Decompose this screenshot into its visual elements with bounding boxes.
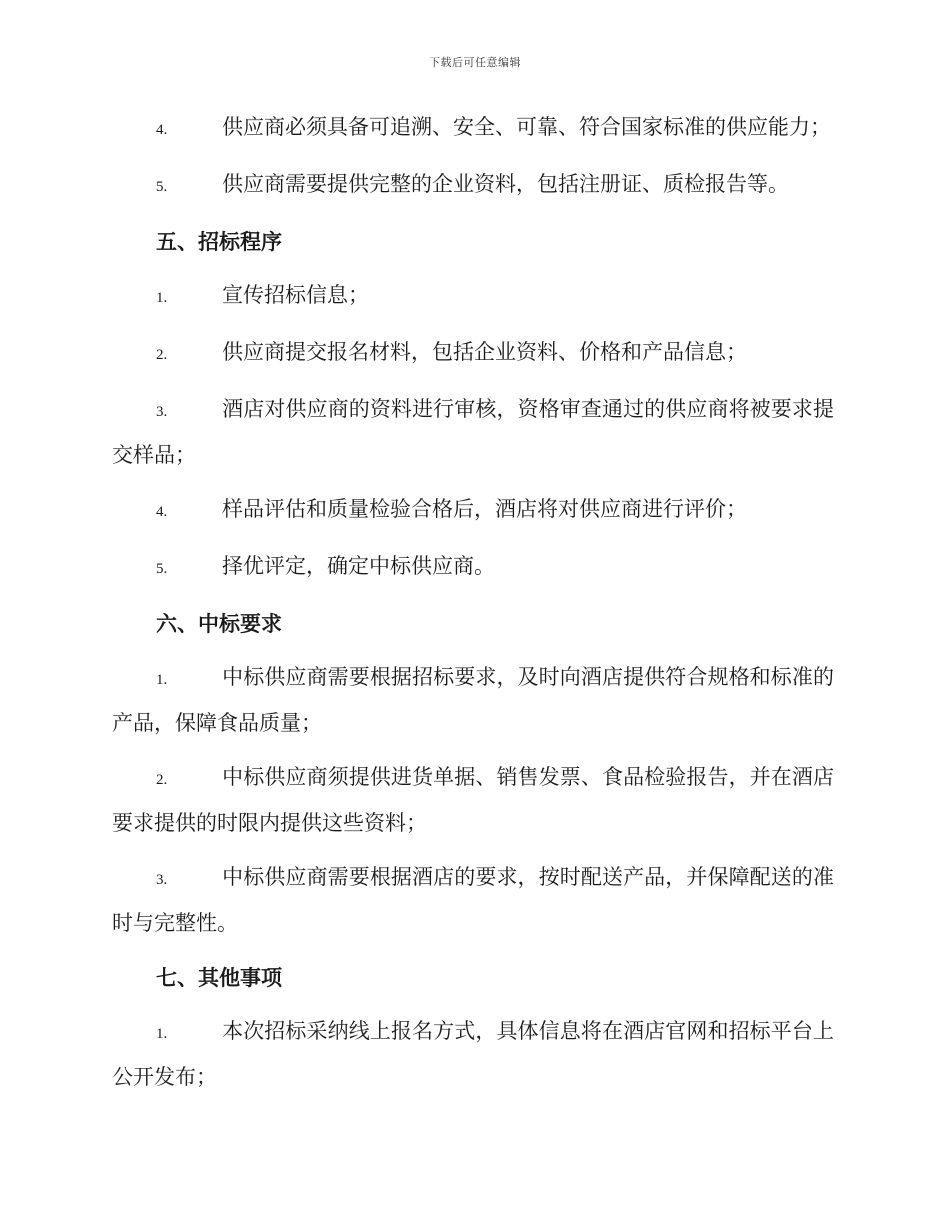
item-text: 中标供应商须提供进货单据、销售发票、食品检验报告，并在酒店要求提供的时限内提供这些资料； xyxy=(112,765,834,835)
item-number: 5. xyxy=(156,179,168,195)
list-item xyxy=(112,163,834,209)
item-text: 中标供应商需要根据酒店的要求，按时配送产品，并保障配送的准时与完整性。 xyxy=(112,865,834,935)
list-item xyxy=(112,856,834,945)
item-text: 供应商需要提供完整的企业资料，包括注册证、质检报告等。 xyxy=(222,172,789,196)
list-item xyxy=(112,488,834,534)
item-number: 1. xyxy=(156,672,168,688)
item-number: 4. xyxy=(156,122,168,138)
list-item xyxy=(112,274,834,320)
item-number: 3. xyxy=(156,404,168,420)
item-text: 供应商必须具备可追溯、安全、可靠、符合国家标准的供应能力； xyxy=(222,115,831,139)
item-number: 1. xyxy=(156,290,168,306)
item-number: 2. xyxy=(156,347,168,363)
item-number: 4. xyxy=(156,504,168,520)
list-item xyxy=(112,1010,834,1099)
list-item xyxy=(112,331,834,377)
item-text: 宣传招标信息； xyxy=(222,283,369,307)
item-text: 样品评估和质量检验合格后，酒店将对供应商进行评价； xyxy=(222,497,747,521)
page-header: 下载后可任意编辑 xyxy=(429,56,521,69)
list-item xyxy=(112,756,834,845)
item-number: 1. xyxy=(156,1026,168,1042)
item-text: 酒店对供应商的资料进行审核，资格审查通过的供应商将被要求提交样品； xyxy=(112,397,834,467)
list-item xyxy=(112,545,834,591)
item-number: 2. xyxy=(156,772,168,788)
item-text: 择优评定，确定中标供应商。 xyxy=(222,554,495,578)
section-heading: 七、其他事项 xyxy=(156,965,282,990)
list-item xyxy=(112,106,834,152)
list-item xyxy=(112,388,834,477)
section-heading: 六、中标要求 xyxy=(156,611,282,636)
item-text: 中标供应商需要根据招标要求，及时向酒店提供符合规格和标准的产品，保障食品质量； xyxy=(112,665,834,735)
document-body xyxy=(112,106,834,1110)
section-heading: 五、招标程序 xyxy=(156,229,282,254)
item-number: 5. xyxy=(156,561,168,577)
item-number: 3. xyxy=(156,872,168,888)
item-text: 本次招标采纳线上报名方式，具体信息将在酒店官网和招标平台上公开发布； xyxy=(112,1019,834,1089)
item-text: 供应商提交报名材料，包括企业资料、价格和产品信息； xyxy=(222,340,747,364)
list-item xyxy=(112,656,834,745)
